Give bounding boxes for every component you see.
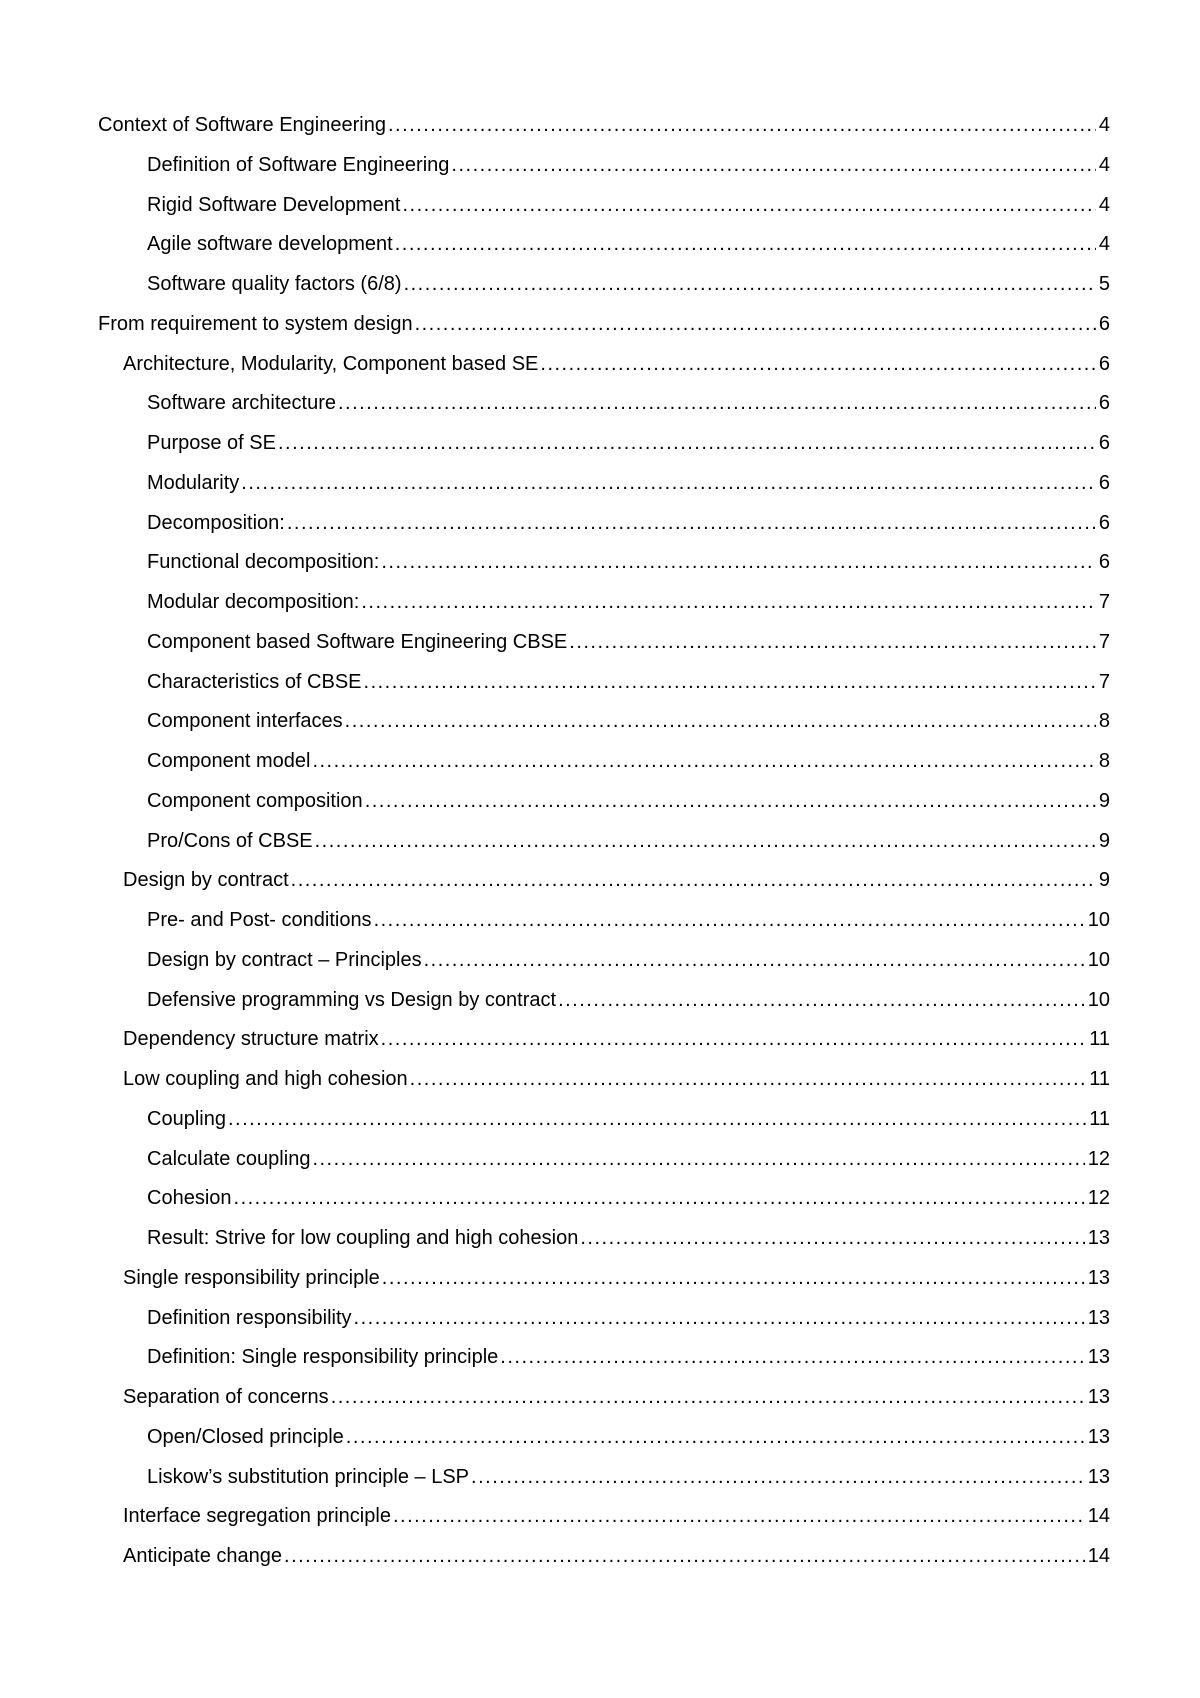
- toc-entry-page-number: 4: [1098, 153, 1110, 176]
- toc-entry-page-number: 6: [1098, 511, 1110, 534]
- toc-entry[interactable]: [98, 1497, 1110, 1537]
- dot-leader: [500, 1338, 1084, 1378]
- dot-leader: [451, 146, 1095, 186]
- dot-leader: [580, 1219, 1084, 1259]
- toc-entry[interactable]: [98, 305, 1110, 345]
- table-of-contents: [98, 106, 1110, 1577]
- dot-leader: [471, 1458, 1085, 1498]
- dot-leader: [395, 225, 1096, 265]
- toc-entry-page-number: 8: [1098, 750, 1110, 772]
- dot-leader: [558, 981, 1085, 1021]
- toc-entry-title: Design by contract – Principles: [147, 948, 422, 971]
- dot-leader: [278, 424, 1096, 464]
- toc-entry[interactable]: [98, 1100, 1110, 1140]
- toc-entry[interactable]: [98, 345, 1110, 385]
- toc-entry[interactable]: [98, 1060, 1110, 1100]
- toc-entry[interactable]: [98, 901, 1110, 941]
- toc-entry[interactable]: [98, 265, 1110, 305]
- dot-leader: [228, 1100, 1086, 1140]
- dot-leader: [284, 1537, 1085, 1577]
- dot-leader: [365, 782, 1096, 822]
- toc-entry-title: Low coupling and high cohesion: [123, 1068, 408, 1090]
- toc-entry-title: Decomposition:: [147, 511, 285, 534]
- toc-entry-page-number: 9: [1098, 829, 1110, 852]
- toc-entry-page-number: 14: [1087, 1505, 1110, 1528]
- toc-entry-title: Liskow’s substitution principle – LSP: [147, 1465, 470, 1488]
- toc-entry-page-number: 7: [1098, 670, 1110, 693]
- toc-entry[interactable]: [98, 861, 1110, 901]
- toc-entry-page-number: 13: [1087, 1306, 1110, 1329]
- dot-leader: [381, 543, 1096, 583]
- toc-entry-title: Result: Strive for low coupling and high cohesion: [147, 1227, 579, 1249]
- toc-entry-page-number: 10: [1087, 948, 1110, 971]
- dot-leader: [234, 1179, 1085, 1219]
- dot-leader: [361, 583, 1096, 623]
- toc-entry-title: Definition responsibility: [147, 1306, 352, 1329]
- dot-leader: [402, 186, 1095, 226]
- dot-leader: [312, 742, 1095, 782]
- toc-entry-page-number: 6: [1098, 432, 1110, 454]
- toc-entry-page-number: 8: [1098, 710, 1110, 733]
- dot-leader: [381, 1020, 1087, 1060]
- toc-entry-title: Definition of Software Engineering: [147, 153, 450, 176]
- toc-entry-title: Architecture, Modularity, Component based SE: [123, 352, 539, 375]
- toc-entry[interactable]: [98, 1299, 1110, 1339]
- dot-leader: [315, 822, 1096, 862]
- dot-leader: [415, 305, 1096, 345]
- dot-leader: [424, 941, 1085, 981]
- toc-entry[interactable]: [98, 941, 1110, 981]
- toc-entry-title: Calculate coupling: [147, 1147, 311, 1170]
- toc-entry[interactable]: [98, 623, 1110, 663]
- toc-entry-page-number: 13: [1087, 1465, 1110, 1488]
- dot-leader: [291, 861, 1096, 901]
- toc-entry-page-number: 4: [1098, 114, 1110, 136]
- toc-entry-page-number: 13: [1087, 1227, 1110, 1249]
- toc-entry[interactable]: [98, 464, 1110, 504]
- toc-entry-title: Separation of concerns: [123, 1386, 329, 1408]
- toc-entry-page-number: 9: [1098, 789, 1110, 812]
- toc-entry[interactable]: [98, 822, 1110, 862]
- toc-entry[interactable]: [98, 702, 1110, 742]
- toc-entry-page-number: 12: [1087, 1187, 1110, 1210]
- toc-entry-page-number: 11: [1089, 1028, 1110, 1051]
- toc-entry[interactable]: [98, 663, 1110, 703]
- toc-entry-title: Component composition: [147, 789, 363, 812]
- toc-entry-title: From requirement to system design: [98, 312, 413, 335]
- toc-entry-title: Design by contract: [123, 869, 289, 892]
- dot-leader: [388, 106, 1096, 146]
- toc-entry[interactable]: [98, 543, 1110, 583]
- toc-entry[interactable]: [98, 1179, 1110, 1219]
- toc-entry[interactable]: [98, 186, 1110, 226]
- toc-entry-page-number: 12: [1087, 1147, 1110, 1170]
- dot-leader: [331, 1378, 1085, 1418]
- toc-entry-title: Coupling: [147, 1107, 226, 1130]
- dot-leader: [540, 345, 1095, 385]
- toc-entry-title: Functional decomposition:: [147, 551, 380, 574]
- toc-entry-title: Component model: [147, 750, 311, 772]
- toc-entry-title: Definition: Single responsibility principle: [147, 1346, 499, 1369]
- toc-entry-title: Defensive programming vs Design by contract: [147, 988, 557, 1011]
- toc-entry-title: Modularity: [147, 471, 240, 494]
- dot-leader: [410, 1060, 1087, 1100]
- toc-entry-page-number: 10: [1087, 909, 1110, 931]
- toc-entry-page-number: 14: [1087, 1545, 1110, 1567]
- toc-entry[interactable]: [98, 504, 1110, 544]
- dot-leader: [404, 265, 1096, 305]
- toc-entry[interactable]: [98, 1537, 1110, 1577]
- toc-entry[interactable]: [98, 1259, 1110, 1299]
- toc-entry-page-number: 7: [1098, 630, 1110, 653]
- toc-entry-title: Software architecture: [147, 392, 336, 415]
- toc-entry-title: Component interfaces: [147, 710, 343, 733]
- toc-entry-title: Interface segregation principle: [123, 1505, 391, 1528]
- toc-entry-title: Component based Software Engineering CBSE: [147, 630, 568, 653]
- toc-entry-page-number: 13: [1087, 1425, 1110, 1448]
- toc-entry-page-number: 6: [1098, 392, 1110, 415]
- toc-entry[interactable]: [98, 146, 1110, 186]
- toc-entry-title: Software quality factors (6/8): [147, 273, 402, 295]
- toc-entry-title: Context of Software Engineering: [98, 114, 386, 136]
- dot-leader: [393, 1497, 1085, 1537]
- dot-leader: [241, 464, 1096, 504]
- toc-entry[interactable]: [98, 1418, 1110, 1458]
- toc-entry-title: Agile software development: [147, 233, 393, 256]
- toc-entry-page-number: 7: [1098, 591, 1110, 613]
- toc-entry-page-number: 6: [1098, 551, 1110, 574]
- toc-entry[interactable]: [98, 1338, 1110, 1378]
- toc-entry-page-number: 13: [1087, 1386, 1110, 1408]
- toc-entry-title: Characteristics of CBSE: [147, 670, 362, 693]
- toc-entry[interactable]: [98, 106, 1110, 146]
- toc-entry[interactable]: [98, 782, 1110, 822]
- dot-leader: [287, 504, 1096, 544]
- dot-leader: [374, 901, 1085, 941]
- toc-entry-page-number: 13: [1087, 1266, 1110, 1289]
- dot-leader: [346, 1418, 1085, 1458]
- toc-entry-page-number: 6: [1098, 471, 1110, 494]
- toc-entry-page-number: 10: [1087, 988, 1110, 1011]
- toc-entry[interactable]: [98, 583, 1110, 623]
- toc-entry[interactable]: [98, 384, 1110, 424]
- toc-entry[interactable]: [98, 1140, 1110, 1180]
- toc-entry[interactable]: [98, 742, 1110, 782]
- dot-leader: [569, 623, 1096, 663]
- toc-entry-title: Cohesion: [147, 1187, 232, 1210]
- toc-entry-title: Rigid Software Development: [147, 193, 401, 216]
- dot-leader: [338, 384, 1096, 424]
- toc-entry-page-number: 11: [1089, 1107, 1110, 1130]
- toc-entry-title: Anticipate change: [123, 1545, 283, 1567]
- toc-entry-page-number: 6: [1098, 312, 1110, 335]
- toc-entry-title: Modular decomposition:: [147, 591, 360, 613]
- dot-leader: [354, 1299, 1085, 1339]
- toc-entry[interactable]: [98, 1020, 1110, 1060]
- toc-entry-page-number: 4: [1098, 233, 1110, 256]
- toc-entry[interactable]: [98, 1219, 1110, 1259]
- toc-entry-title: Open/Closed principle: [147, 1425, 344, 1448]
- toc-entry[interactable]: [98, 424, 1110, 464]
- dot-leader: [382, 1259, 1085, 1299]
- toc-entry-page-number: 9: [1098, 869, 1110, 892]
- toc-entry-page-number: 13: [1087, 1346, 1110, 1369]
- toc-entry[interactable]: [98, 1378, 1110, 1418]
- dot-leader: [364, 663, 1096, 703]
- toc-entry-page-number: 5: [1098, 273, 1110, 295]
- dot-leader: [345, 702, 1096, 742]
- toc-entry-title: Dependency structure matrix: [123, 1028, 379, 1051]
- toc-entry-title: Pro/Cons of CBSE: [147, 829, 313, 852]
- toc-entry[interactable]: [98, 1458, 1110, 1498]
- toc-entry-title: Single responsibility principle: [123, 1266, 380, 1289]
- toc-entry-page-number: 11: [1089, 1068, 1110, 1090]
- toc-entry[interactable]: [98, 225, 1110, 265]
- toc-entry-title: Purpose of SE: [147, 432, 276, 454]
- toc-entry[interactable]: [98, 981, 1110, 1021]
- dot-leader: [312, 1140, 1084, 1180]
- toc-entry-page-number: 6: [1098, 352, 1110, 375]
- toc-entry-title: Pre- and Post- conditions: [147, 909, 372, 931]
- toc-entry-page-number: 4: [1098, 193, 1110, 216]
